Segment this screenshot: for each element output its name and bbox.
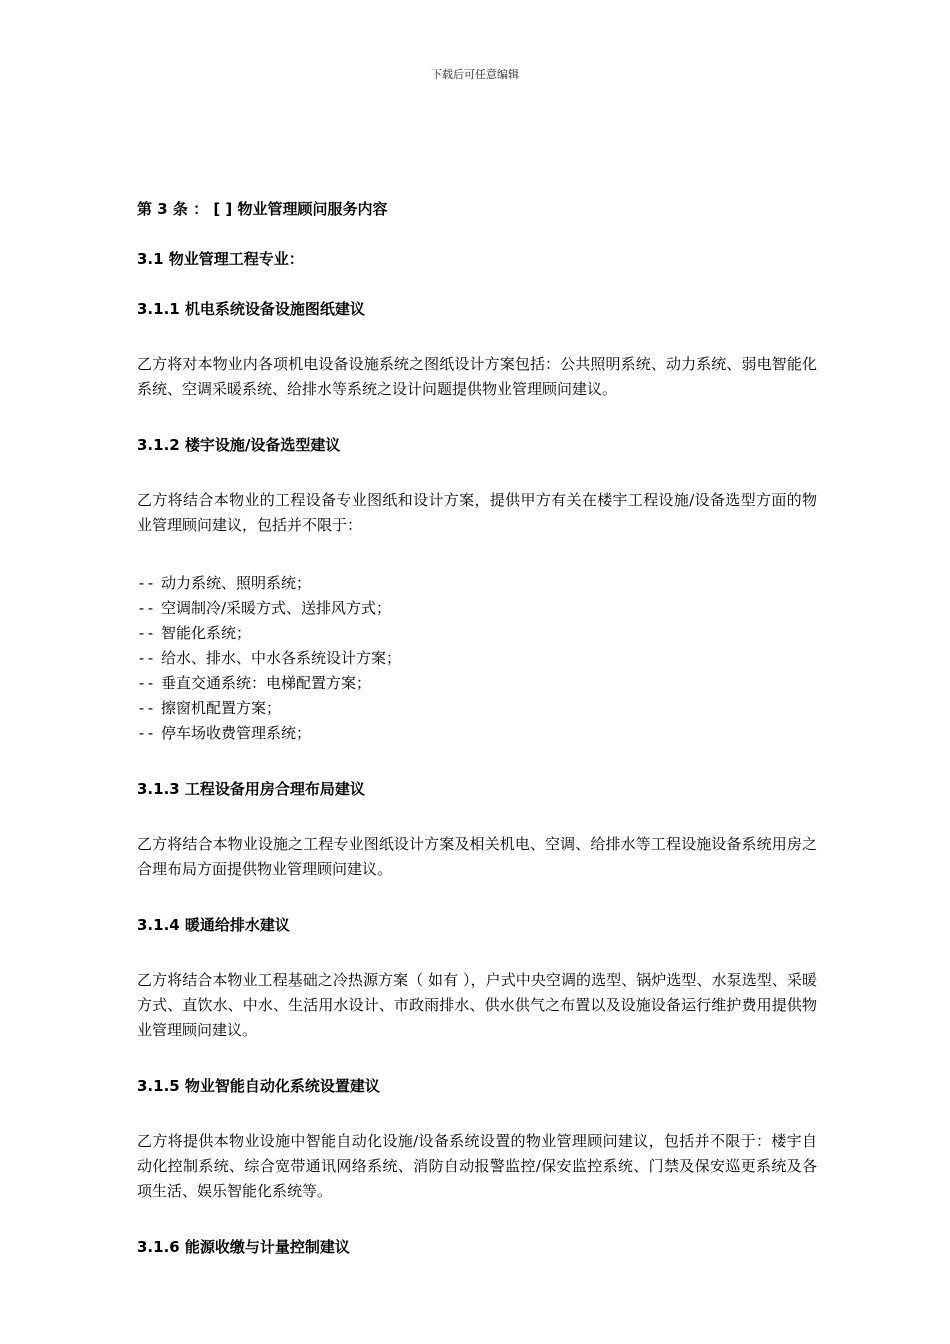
list-item: -- 空调制冷/采暖方式、送排风方式； [137, 596, 817, 621]
section-heading-3-1-3: 3.1.3 工程设备用房合理布局建议 [137, 780, 365, 798]
section-body-3-1-4: 乙方将结合本物业工程基础之冷热源方案（ 如有 ），户式中央空调的选型、锅炉选型、水泵选型、采暖方式、直饮水、中水、生活用水设计、市政雨排水、供水供气之布置以及设施设备运行维护费用提供物业管理顾问建议。 [137, 971, 817, 1039]
list-dash: -- [137, 699, 156, 717]
list-dash: -- [137, 599, 156, 617]
section-heading-3-1: 3.1 物业管理工程专业： [137, 250, 304, 268]
document-body [137, 198, 817, 1258]
list-dash: -- [137, 649, 156, 667]
section-heading-3-1-5: 3.1.5 物业智能自动化系统设置建议 [137, 1077, 380, 1095]
list-item: -- 动力系统、照明系统； [137, 571, 817, 596]
list-item: -- 给水、排水、中水各系统设计方案； [137, 646, 817, 671]
section-heading-3-1-1: 3.1.1 机电系统设备设施图纸建议 [137, 300, 365, 318]
list-item: -- 智能化系统； [137, 621, 817, 646]
list-item: -- 停车场收费管理系统； [137, 721, 817, 746]
page-header-note: 下载后可任意编辑 [431, 68, 519, 81]
section-heading-3-1-4: 3.1.4 暖通给排水建议 [137, 916, 290, 934]
section-heading-3-1-6: 3.1.6 能源收缴与计量控制建议 [137, 1238, 350, 1256]
section-body-3-1-2: 乙方将结合本物业的工程设备专业图纸和设计方案，提供甲方有关在楼宇工程设施/设备选型方面的物业管理顾问建议，包括并不限于： [137, 491, 817, 534]
equipment-selection-list [137, 571, 817, 746]
article-title: 第 3 条 ： [ ] 物业管理顾问服务内容 [137, 200, 388, 218]
list-dash: -- [137, 574, 156, 592]
section-body-3-1-3: 乙方将结合本物业设施之工程专业图纸设计方案及相关机电、空调、给排水等工程设施设备系统用房之合理布局方面提供物业管理顾问建议。 [137, 835, 817, 878]
section-body-3-1-1: 乙方将对本物业内各项机电设备设施系统之图纸设计方案包括：公共照明系统、动力系统、弱电智能化系统、空调采暖系统、给排水等系统之设计问题提供物业管理顾问建议。 [137, 355, 817, 398]
list-item: -- 擦窗机配置方案； [137, 696, 817, 721]
list-dash: -- [137, 724, 156, 742]
section-heading-3-1-2: 3.1.2 楼宇设施/设备选型建议 [137, 436, 341, 454]
list-dash: -- [137, 674, 156, 692]
list-dash: -- [137, 624, 156, 642]
list-item: -- 垂直交通系统：电梯配置方案； [137, 671, 817, 696]
section-body-3-1-5: 乙方将提供本物业设施中智能自动化设施/设备系统设置的物业管理顾问建议，包括并不限于：楼宇自动化控制系统、综合宽带通讯网络系统、消防自动报警监控/保安监控系统、门禁及保安巡更系统及各项生活、娱乐智能化系统等。 [137, 1132, 817, 1200]
